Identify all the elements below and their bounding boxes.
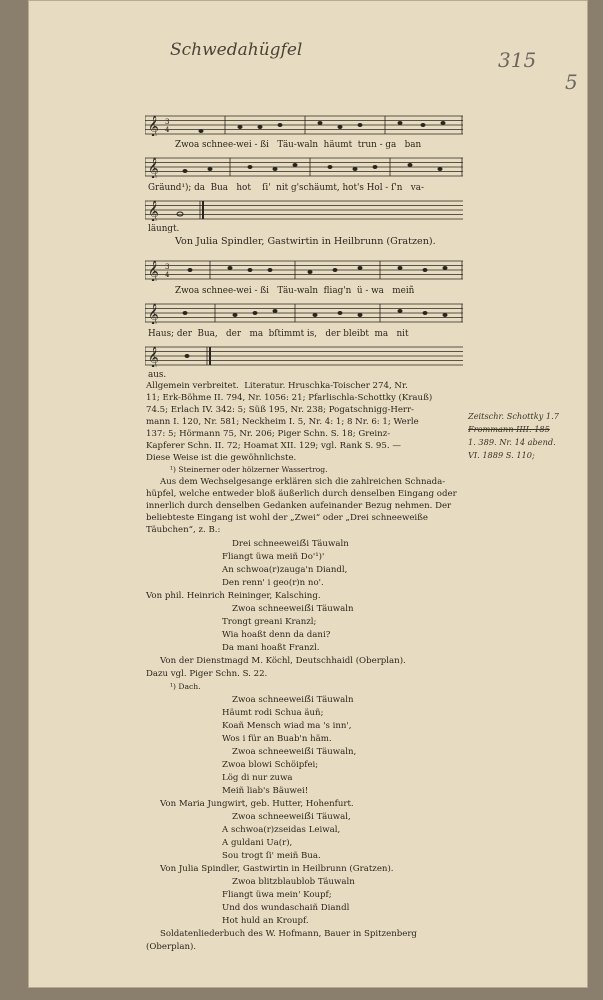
music-staff-3 (145, 199, 463, 221)
verse-line: Koañ Mensch wiad ma 's inn', (222, 721, 352, 731)
lyric-line: aus. (148, 370, 167, 380)
song-credit: Von Julia Spindler, Gastwirtin in Heilbrunn (Gratzen). (175, 236, 436, 247)
svg-text:𝄞: 𝄞 (148, 304, 159, 324)
handwritten-number: 315 (498, 48, 537, 72)
verse-line: Da mani hoaßt Franzl. (222, 643, 320, 653)
verse-credit: Soldatenliederbuch des W. Hofmann, Bauer in Spitzenberg (160, 929, 417, 939)
verse-line: Trongt greani Kranzl; (222, 617, 317, 627)
svg-text:3: 3 (165, 118, 170, 126)
body-line: Allgemein verbreitet. Literatur. Hruschka-Toischer 274, Nr. (146, 381, 408, 391)
body-line: hüpfel, welche entweder bloß äußerlich durch denselben Eingang oder (146, 489, 457, 499)
svg-text:𝄞: 𝄞 (148, 261, 159, 281)
footnote: ¹) Dach. (170, 682, 201, 691)
verse-line: A schwoa(r)zseidas Leiwal, (222, 825, 341, 835)
verse-line: Den renn' i geo(r)n no'. (222, 578, 324, 588)
svg-text:4: 4 (165, 271, 170, 279)
verse-line: Fliangt üwa mein' Koupf; (222, 890, 332, 900)
verse-line: Zwoa schneeweiẞi Täuwaln (232, 695, 354, 705)
lyric-line: Zwoa schnee-wei - ßi Täu-waln häumt trun - ga ban (175, 140, 422, 150)
svg-text:𝄞: 𝄞 (148, 158, 159, 178)
verse-credit: Von der Dienstmagd M. Köchl, Deutschhaidl (Oberplan). (160, 656, 406, 666)
verse-line: Hot huld an Kroupf. (222, 916, 309, 926)
verse-line: Zwoa schneeweiẞi Täuwaln (232, 604, 354, 614)
body-line: mann I. 120, Nr. 581; Neckheim I. 5, Nr. 4: 1; 8 Nr. 6: 1; Werle (146, 417, 419, 427)
lyric-line: läungt. (148, 224, 180, 234)
svg-text:4: 4 (165, 126, 170, 134)
verse-line: Wos i für an Buab'n häm. (222, 734, 332, 744)
verse-line: A guldani Ua(r), (222, 838, 293, 848)
verse-credit: Von Maria Jungwirt, geb. Hutter, Hohenfurt. (160, 799, 354, 809)
verse-line: Zwoa blowi Schöipfei; (222, 760, 319, 770)
verse-line: Zwoa blitzblaublob Täuwaln (232, 877, 355, 887)
verse-credit: Von Julia Spindler, Gastwirtin in Heilbrunn (Gratzen). (160, 864, 394, 874)
verse-line: Wia hoaßt denn da dani? (222, 630, 331, 640)
body-line: innerlich durch denselben Gedanken aufeinander Bezug nehmen. Der (146, 501, 452, 511)
verse-line: Lög di nur zuwa (222, 773, 293, 783)
music-staff-2 (145, 156, 463, 178)
verse-credit: Dazu vgl. Piger Schn. S. 22. (146, 669, 268, 679)
margin-note-line: 1. 389. Nr. 14 abend. (468, 437, 556, 447)
verse-line: Meiñ liab's Bäuwei! (222, 786, 309, 796)
lyric-line: Zwoa schnee-wei - ßi Täu-waln fliag'n ü - wa meiñ (175, 286, 415, 296)
handwritten-margin-notes (468, 410, 596, 462)
body-line: 11; Erk-Böhme II. 794, Nr. 1056: 21; Pfarlischla-Schottky (Krauß) (146, 393, 433, 403)
svg-text:𝄞: 𝄞 (148, 347, 159, 367)
body-line: 74.5; Erlach IV. 342: 5; Süß 195, Nr. 238; Pogatschnigg-Herr- (146, 405, 415, 415)
svg-text:𝄞: 𝄞 (148, 201, 159, 221)
music-staff-4 (145, 259, 463, 281)
verse-line: Drei schneeweiẞi Täuwaln (232, 539, 349, 549)
svg-text:3: 3 (165, 263, 170, 271)
verse-line: Zwoa schneeweiẞi Täuwal, (232, 812, 351, 822)
svg-text:𝄞: 𝄞 (148, 116, 159, 136)
lyric-line: Haus; der Bua, der ma bſtimmt is, der bleibt ma nit (148, 329, 409, 339)
body-line: Diese Weise ist die gewöhnlichste. (146, 453, 297, 463)
verse-line: Und dos wundaschaiñ Diandl (222, 903, 350, 913)
footnote: ¹) Steinerner oder hölzerner Wassertrog. (170, 465, 328, 474)
music-staff-1 (145, 114, 463, 136)
verse-line: Fliangt üwa meiñ Do'¹)' (222, 552, 325, 562)
lyric-line: Gräund¹); da Bua hot ſi' nit g'schäumt, hot's Hol - ſ'n va- (148, 183, 424, 193)
handwritten-corner-number: 5 (565, 70, 578, 94)
music-staff-6 (145, 345, 463, 367)
verse-line: Zwoa schneeweiẞi Täuwaln, (232, 747, 357, 757)
margin-note-line: Frommann IIII. 185 (468, 424, 550, 434)
body-line: Kapferer Schn. II. 72; Hoamat XII. 129; vgl. Rank S. 95. — (146, 441, 401, 451)
body-line: beliebteste Eingang ist wohl der „Zwei“ oder „Drei schneeweiße (146, 513, 428, 523)
margin-note-line: Zeitschr. Schottky 1.7 (468, 411, 559, 421)
body-line: 137: 5; Hörmann 75, Nr. 206; Piger Schn. S. 18; Greinz- (146, 429, 391, 439)
verse-line: Häumt rodi Schua äuñ; (222, 708, 324, 718)
verse-credit: (Oberplan). (146, 942, 197, 952)
verse-line: An schwoa(r)zauga'n Diandl, (222, 565, 348, 575)
music-staff-5 (145, 302, 463, 324)
body-line: Täubchen“, z. B.: (146, 525, 221, 535)
verse-line: Sou trogt ſi' meiñ Bua. (222, 851, 321, 861)
margin-note-line: VI. 1889 S. 110; (468, 450, 535, 460)
verse-credit: Von phil. Heinrich Reininger, Kalsching. (146, 591, 321, 601)
handwritten-title: Schwedahügfel (170, 40, 303, 60)
body-line: Aus dem Wechselgesange erklären sich die zahlreichen Schnada- (160, 477, 446, 487)
